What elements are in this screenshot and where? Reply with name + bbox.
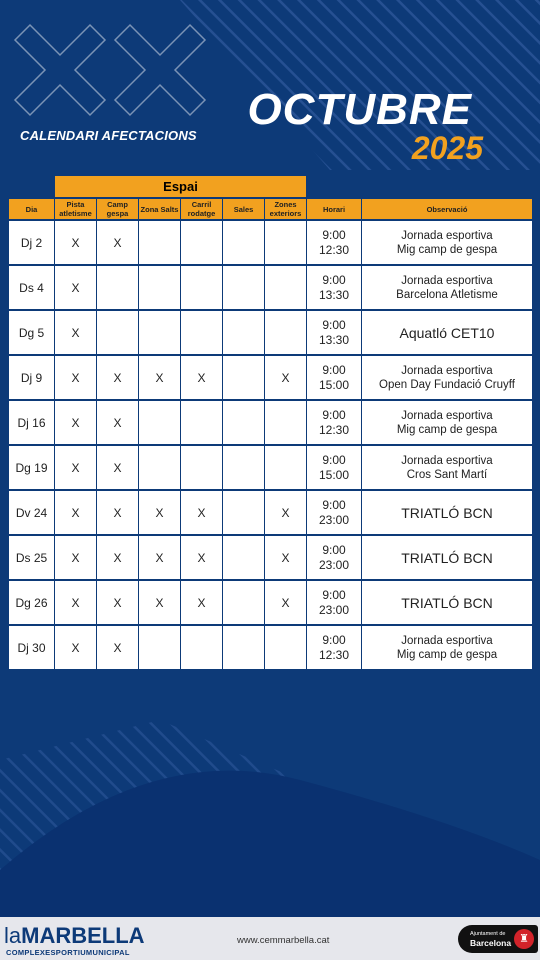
day-cell: Dj 30 — [9, 626, 55, 671]
end-time: 12:30 — [318, 242, 350, 257]
space-mark-cell: X — [181, 491, 223, 536]
logo-subtitle: COMPLEXESPORTIUMUNICIPAL — [6, 948, 130, 957]
space-mark-cell: X — [55, 221, 97, 266]
space-mark-cell — [181, 266, 223, 311]
space-mark-cell — [265, 266, 307, 311]
space-mark-cell: X — [139, 491, 181, 536]
space-mark-cell — [139, 266, 181, 311]
council-seal-icon: ♜ — [514, 929, 534, 949]
table-row — [9, 221, 533, 266]
column-header: Horari — [307, 199, 362, 221]
ajuntament-logo — [458, 925, 538, 953]
space-mark-cell: X — [181, 356, 223, 401]
space-mark-cell — [265, 626, 307, 671]
schedule-cell — [307, 221, 362, 266]
start-time: 9:00 — [322, 227, 346, 242]
observation-line1: TRIATLÓ BCN — [401, 549, 493, 566]
space-mark-cell — [223, 581, 265, 626]
observation-line2: Mig camp de gespa — [396, 243, 498, 256]
space-mark-cell: X — [97, 356, 139, 401]
observation-line1: Jornada esportiva — [401, 634, 493, 647]
space-mark-cell: X — [139, 536, 181, 581]
space-mark-cell — [223, 356, 265, 401]
space-mark-cell: X — [265, 536, 307, 581]
observation-cell — [362, 401, 533, 446]
observation-line2: Mig camp de gespa — [396, 648, 498, 661]
schedule-cell — [307, 356, 362, 401]
space-mark-cell — [265, 221, 307, 266]
day-cell: Dj 16 — [9, 401, 55, 446]
space-mark-cell — [265, 446, 307, 491]
start-time: 9:00 — [322, 587, 346, 602]
start-time: 9:00 — [322, 407, 346, 422]
space-mark-cell — [265, 401, 307, 446]
space-mark-cell: X — [181, 536, 223, 581]
end-time: 12:30 — [318, 647, 350, 662]
column-header: Zones exteriors — [265, 199, 307, 221]
space-mark-cell — [223, 536, 265, 581]
observation-line1: Jornada esportiva — [401, 274, 493, 287]
column-header: Zona Salts — [139, 199, 181, 221]
space-mark-cell: X — [55, 311, 97, 356]
observation-line2: Open Day Fundació Cruyff — [379, 378, 515, 391]
space-mark-cell — [223, 311, 265, 356]
observation-line1: Jornada esportiva — [401, 229, 493, 242]
day-cell: Dj 9 — [9, 356, 55, 401]
space-mark-cell: X — [97, 221, 139, 266]
schedule-cell — [307, 266, 362, 311]
observation-cell — [362, 311, 533, 356]
table-row — [9, 401, 533, 446]
space-mark-cell: X — [55, 356, 97, 401]
observation-line1: TRIATLÓ BCN — [401, 594, 493, 611]
space-mark-cell: X — [139, 356, 181, 401]
space-mark-cell — [181, 401, 223, 446]
observation-cell — [362, 581, 533, 626]
day-cell: Dv 24 — [9, 491, 55, 536]
schedule-cell — [307, 626, 362, 671]
column-header: Camp gespa — [97, 199, 139, 221]
space-mark-cell — [181, 311, 223, 356]
end-time: 15:00 — [318, 467, 350, 482]
observation-line1: Aquatló CET10 — [399, 324, 495, 341]
space-mark-cell: X — [139, 581, 181, 626]
logo-prefix: la — [4, 923, 22, 948]
end-time: 23:00 — [318, 512, 350, 527]
schedule-table — [9, 176, 533, 671]
column-header: Sales — [223, 199, 265, 221]
schedule-cell — [307, 446, 362, 491]
observation-line1: Jornada esportiva — [401, 454, 493, 467]
schedule-cell — [307, 311, 362, 356]
space-mark-cell: X — [97, 626, 139, 671]
space-mark-cell: X — [55, 536, 97, 581]
start-time: 9:00 — [322, 362, 346, 377]
column-header: Observació — [362, 199, 533, 221]
start-time: 9:00 — [322, 497, 346, 512]
space-mark-cell: X — [97, 401, 139, 446]
space-mark-cell — [223, 626, 265, 671]
space-mark-cell — [181, 221, 223, 266]
year-title: 2025 — [411, 130, 483, 166]
space-mark-cell: X — [55, 266, 97, 311]
space-mark-cell: X — [97, 581, 139, 626]
space-mark-cell — [223, 221, 265, 266]
observation-line2: Cros Sant Martí — [406, 468, 488, 481]
observation-line2: Barcelona Atletisme — [396, 288, 498, 301]
observation-cell — [362, 221, 533, 266]
space-mark-cell — [265, 311, 307, 356]
space-mark-cell: X — [265, 491, 307, 536]
council-line2: Barcelona — [470, 938, 512, 948]
space-mark-cell: X — [55, 446, 97, 491]
calendar-subtitle: CALENDARI AFECTACIONS — [20, 128, 197, 143]
table-row — [9, 266, 533, 311]
website-link[interactable]: www.cemmarbella.cat — [237, 935, 330, 946]
schedule-cell — [307, 581, 362, 626]
table-row — [9, 356, 533, 401]
observation-cell — [362, 491, 533, 536]
space-mark-cell: X — [97, 491, 139, 536]
start-time: 9:00 — [322, 542, 346, 557]
observation-line1: Jornada esportiva — [401, 409, 493, 422]
end-time: 12:30 — [318, 422, 350, 437]
day-cell: Dg 5 — [9, 311, 55, 356]
start-time: 9:00 — [322, 632, 346, 647]
space-mark-cell: X — [55, 626, 97, 671]
observation-line1: TRIATLÓ BCN — [401, 504, 493, 521]
schedule-cell — [307, 491, 362, 536]
space-mark-cell — [139, 311, 181, 356]
observation-line1: Jornada esportiva — [401, 364, 493, 377]
month-title: OCTUBRE — [247, 85, 472, 134]
observation-cell — [362, 536, 533, 581]
observation-cell — [362, 266, 533, 311]
space-mark-cell — [139, 446, 181, 491]
column-headers — [9, 199, 533, 221]
end-time: 15:00 — [318, 377, 350, 392]
start-time: 9:00 — [322, 317, 346, 332]
end-time: 23:00 — [318, 557, 350, 572]
table-row — [9, 626, 533, 671]
space-mark-cell: X — [97, 446, 139, 491]
space-mark-cell — [223, 491, 265, 536]
day-cell: Dg 26 — [9, 581, 55, 626]
space-mark-cell — [139, 626, 181, 671]
table-row — [9, 581, 533, 626]
space-mark-cell: X — [97, 536, 139, 581]
schedule-cell — [307, 536, 362, 581]
day-cell: Ds 4 — [9, 266, 55, 311]
end-time: 23:00 — [318, 602, 350, 617]
table-row — [9, 536, 533, 581]
space-mark-cell — [223, 266, 265, 311]
logo-name: MARBELLA — [21, 923, 145, 948]
end-time: 13:30 — [318, 332, 350, 347]
day-cell: Dj 2 — [9, 221, 55, 266]
day-cell: Dg 19 — [9, 446, 55, 491]
space-mark-cell — [97, 266, 139, 311]
observation-line2: Mig camp de gespa — [396, 423, 498, 436]
table-row — [9, 491, 533, 536]
table-row — [9, 311, 533, 356]
column-header: Dia — [9, 199, 55, 221]
end-time: 13:30 — [318, 287, 350, 302]
column-header: Pista atletisme — [55, 199, 97, 221]
space-mark-cell — [223, 446, 265, 491]
space-mark-cell: X — [181, 581, 223, 626]
day-cell: Ds 25 — [9, 536, 55, 581]
start-time: 9:00 — [322, 452, 346, 467]
space-mark-cell: X — [265, 581, 307, 626]
space-mark-cell — [139, 401, 181, 446]
start-time: 9:00 — [322, 272, 346, 287]
observation-cell — [362, 356, 533, 401]
schedule-cell — [307, 401, 362, 446]
space-mark-cell: X — [265, 356, 307, 401]
table-row — [9, 446, 533, 491]
observation-cell — [362, 446, 533, 491]
space-mark-cell — [181, 446, 223, 491]
space-mark-cell: X — [55, 581, 97, 626]
space-mark-cell — [181, 626, 223, 671]
observation-cell — [362, 626, 533, 671]
space-mark-cell: X — [55, 401, 97, 446]
space-mark-cell — [97, 311, 139, 356]
space-mark-cell — [139, 221, 181, 266]
column-header: Carril rodatge — [181, 199, 223, 221]
marbella-logo — [4, 924, 145, 948]
space-mark-cell — [223, 401, 265, 446]
space-mark-cell: X — [55, 491, 97, 536]
espai-header: Espai — [55, 176, 307, 199]
council-line1: Ajuntament de — [470, 931, 506, 937]
